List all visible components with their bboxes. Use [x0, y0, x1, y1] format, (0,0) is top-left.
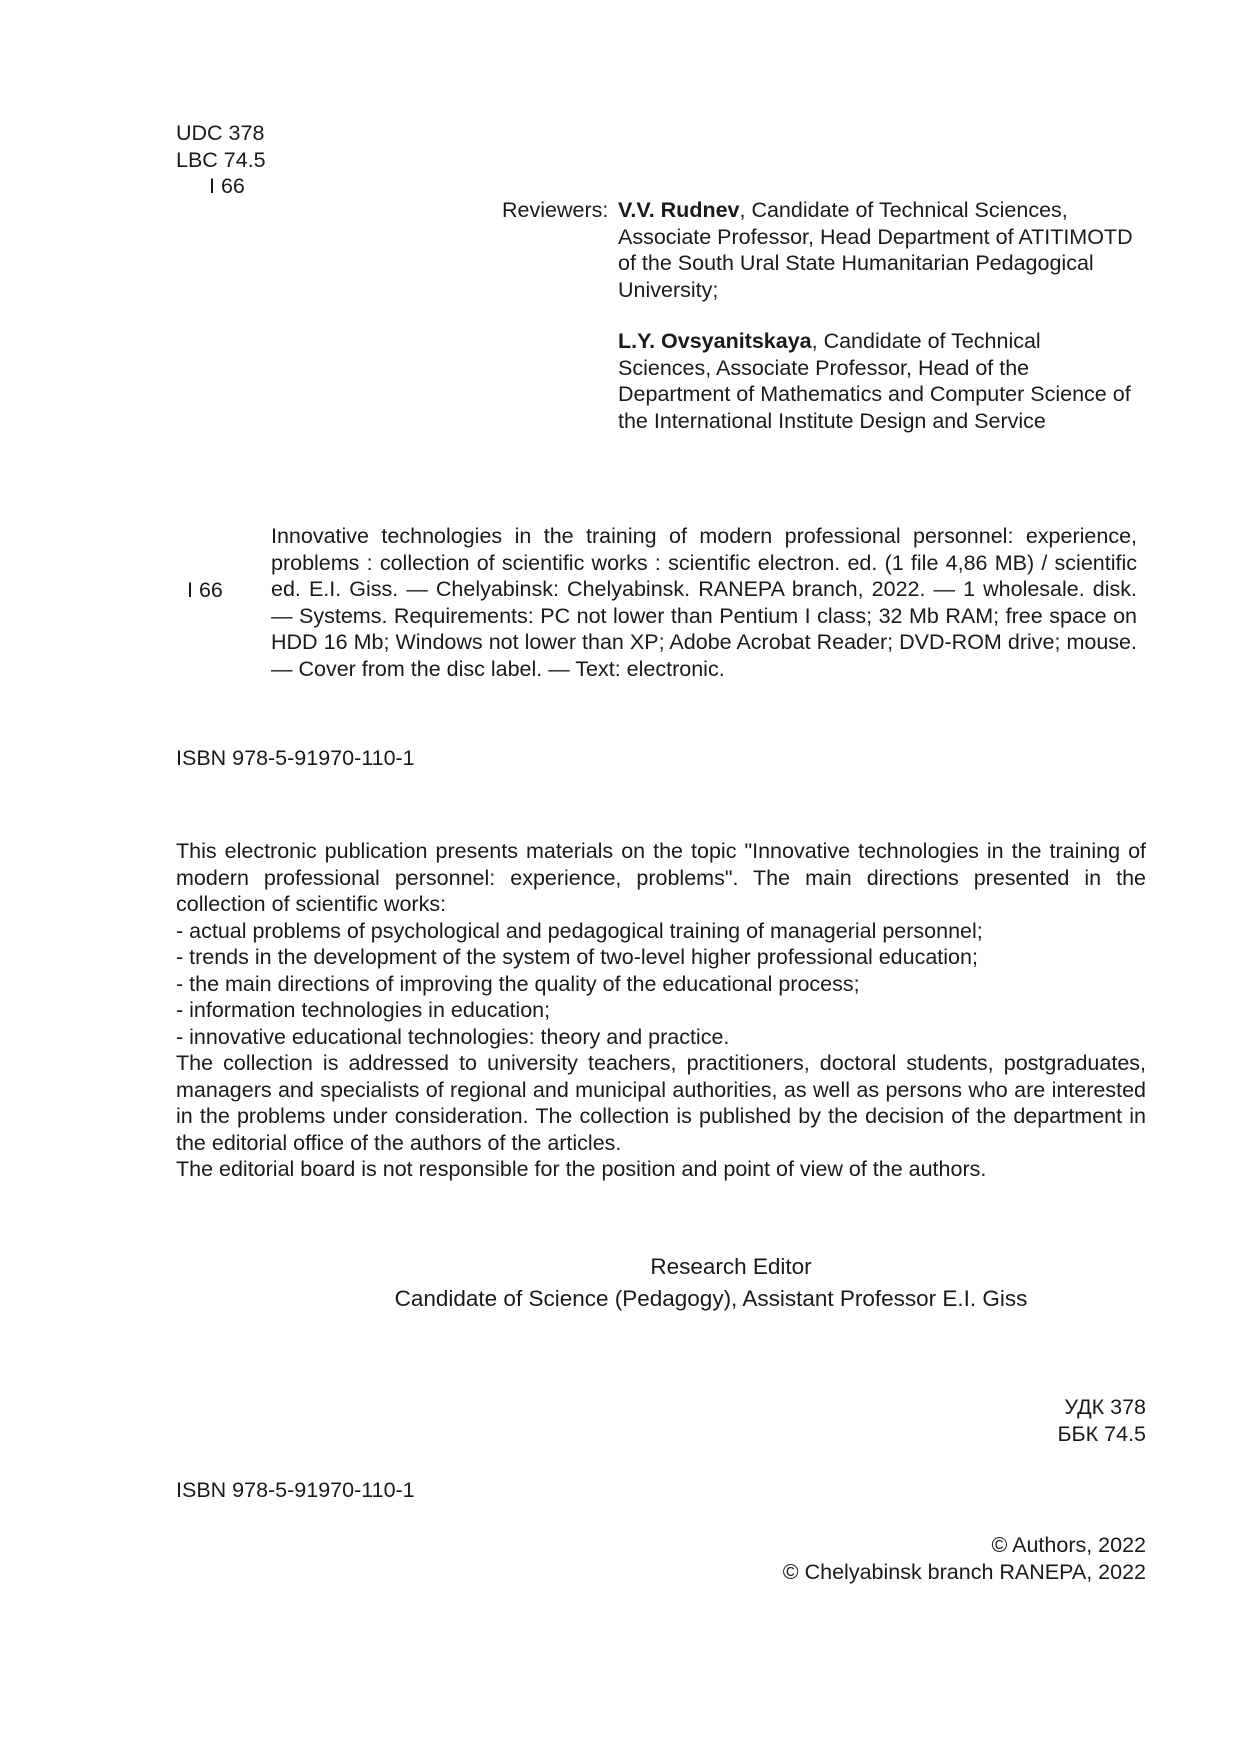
research-editor-title: Research Editor — [650, 1254, 812, 1279]
isbn-top: ISBN 978-5-91970-110-1 — [176, 746, 415, 770]
bbk-code: ББК 74.5 — [1057, 1421, 1146, 1446]
reviewer-description: , Candidate of Technical Sciences, Associate Professor, Head Department of ATITIMOTD of the South Ural State Humanitarian Pedagogical University; — [618, 198, 1133, 302]
research-editor-name: Candidate of Science (Pedagogy), Assistant Professor E.I. Giss — [394, 1286, 1028, 1311]
list-item: - trends in the development of the system of two-level higher professional education; — [176, 945, 978, 969]
reviewers-label: Reviewers: — [502, 198, 609, 222]
isbn-bottom: ISBN 978-5-91970-110-1 — [176, 1478, 415, 1502]
copyright-block — [783, 1532, 1146, 1585]
list-item: - innovative educational technologies: theory and practice. — [176, 1024, 730, 1049]
abstract-intro: This electronic publication presents materials on the topic "Innovative technologies in the training of modern professional personnel: experience, problems". The main directions presented in the collection of scientific works: — [176, 839, 1146, 916]
russian-classification-codes — [1057, 1394, 1146, 1447]
abstract — [176, 838, 1146, 1183]
list-item: - the main directions of improving the quality of the educational process; — [176, 971, 860, 996]
copyright-branch: © Chelyabinsk branch RANEPA, 2022 — [782, 1559, 1146, 1584]
classification-codes — [176, 120, 266, 200]
lbc-code: LBC 74.5 — [176, 147, 266, 172]
directions-list — [176, 918, 1146, 1051]
research-editor — [176, 1251, 1146, 1315]
reviewer-description: , Candidate of Technical Sciences, Associate Professor, Head of the Department of Mathematics and Computer Science of the International Institute Design and Service — [618, 329, 1131, 433]
reviewer-entry — [618, 328, 1138, 434]
author-mark: I 66 — [209, 174, 245, 198]
reviewer-name: L.Y. Ovsyanitskaya — [618, 329, 812, 353]
abstract-audience: The collection is addressed to university teachers, practitioners, doctoral students, postgraduates, managers and specialists of regional and municipal authorities, as well as persons who are interested in the problems under consideration. The collection is published by the decision of the department in the editorial office of the authors of the articles. — [176, 1051, 1146, 1155]
abstract-disclaimer: The editorial board is not responsible for the position and point of view of the authors. — [176, 1157, 987, 1181]
udc-code: UDC 378 — [176, 121, 265, 145]
reviewer-name: V.V. Rudnev — [618, 198, 740, 222]
reviewer-entry — [618, 197, 1138, 303]
copyright-authors: © Authors, 2022 — [991, 1533, 1146, 1557]
catalog-card-code: I 66 — [187, 578, 223, 602]
list-item: - actual problems of psychological and pedagogical training of managerial personnel; — [176, 918, 983, 943]
list-item: - information technologies in education; — [176, 998, 551, 1022]
udk-code: УДК 378 — [1064, 1395, 1146, 1419]
catalog-card-text: Innovative technologies in the training of modern professional personnel: experience, problems : collection of scientific works : scientific electron. ed. (1 file 4,86 MB) / scientific ed. E.I. Giss. — Chelyabinsk: Chelyabinsk. RANEPA branch, 2022. — 1 wholesale. disk. — Systems. Requirements: PC not lower than Pentium I class; 32 Mb RAM; free space on HDD 16 Mb; Windows not lower than XP; Adobe Acrobat Reader; DVD-ROM drive; mouse. — Cover from the disc label. — Text: electronic. — [271, 524, 1137, 681]
